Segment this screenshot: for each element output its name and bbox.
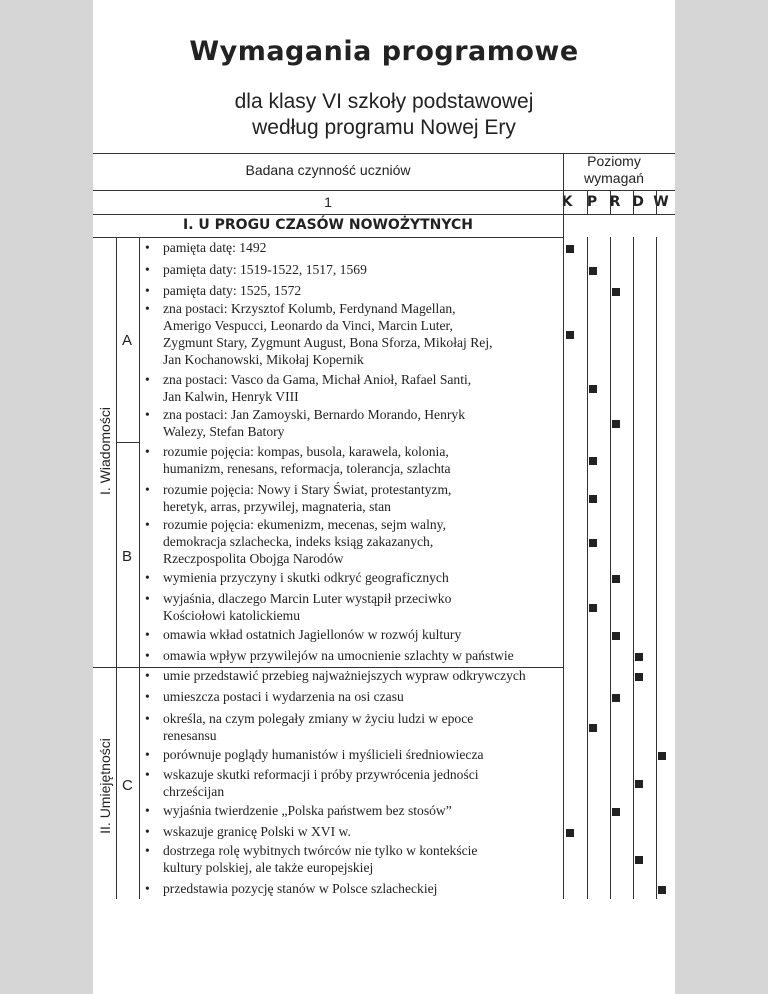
level-marker-R <box>612 420 620 428</box>
level-sep-1 <box>587 190 588 214</box>
level-marker-D <box>635 856 643 864</box>
section-divider <box>93 237 563 238</box>
level-P: P <box>586 194 598 210</box>
number-row-divider <box>93 214 675 215</box>
bullet-icon: • <box>145 517 150 532</box>
requirement-text-line: Jan Kalwin, Henryk VIII <box>163 389 299 404</box>
level-marker-P <box>589 385 597 393</box>
header-levels <box>553 153 675 187</box>
requirement-text-line: rozumie pojęcia: Nowy i Stary Świat, protestantyzm, <box>163 482 452 497</box>
bullet-icon: • <box>145 824 150 839</box>
level-sep-4 <box>656 190 657 214</box>
level-sep-5 <box>587 237 588 899</box>
bullet-icon: • <box>145 444 150 459</box>
bullet-icon: • <box>145 591 150 606</box>
subtitle-line-1: dla klasy VI szkoły podstawowej <box>234 90 534 113</box>
level-marker-D <box>635 780 643 788</box>
requirement-text-line: Walezy, Stefan Batory <box>163 424 285 439</box>
requirement-text-line: Jan Kochanowski, Mikołaj Kopernik <box>163 352 364 367</box>
requirement-text-line: demokracja szlachecka, indeks ksiąg zakazanych, <box>163 534 434 549</box>
bullet-icon: • <box>145 262 150 277</box>
requirement-text <box>163 802 553 819</box>
subgroup-label-c: C <box>122 777 133 794</box>
requirement-text-line: wyjaśnia twierdzenie „Polska państwem bez stosów” <box>163 803 452 818</box>
page-title: Wymagania programowe <box>189 36 579 67</box>
bullet-icon: • <box>145 627 150 642</box>
requirement-text-line: Kościołowi katolickiemu <box>163 608 301 623</box>
level-marker-W <box>658 886 666 894</box>
level-sep-3 <box>633 190 634 214</box>
requirement-text <box>163 823 553 840</box>
requirement-text-line: renesansu <box>163 728 217 743</box>
level-marker-P <box>589 539 597 547</box>
requirement-text-line: rozumie pojęcia: ekumenizm, mecenas, sejm walny, <box>163 517 446 532</box>
bullet-icon: • <box>145 570 150 585</box>
requirement-text-line: zna postaci: Vasco da Gama, Michał Anioł, Rafael Santi, <box>163 372 472 387</box>
requirement-text-line: zna postaci: Jan Zamoyski, Bernardo Morando, Henryk <box>163 407 466 422</box>
bullet-icon: • <box>145 803 150 818</box>
bullet-icon: • <box>145 711 150 726</box>
requirement-text-line: wymienia przyczyny i skutki odkryć geograficznych <box>163 570 449 585</box>
requirement-text-line: Rzeczpospolita Obojga Narodów <box>163 551 344 566</box>
level-sep-2 <box>610 190 611 214</box>
levels-column-border <box>563 153 564 899</box>
bullet-icon: • <box>145 767 150 782</box>
requirement-text <box>163 647 553 664</box>
requirement-text-line: rozumie pojęcia: kompas, busola, karawela, kolonia, <box>163 444 449 459</box>
level-D: D <box>632 194 644 210</box>
requirement-text-line: wskazuje granicę Polski w XVI w. <box>163 824 351 839</box>
requirement-text-line: umie przedstawić przebieg najważniejszych wypraw odkrywczych <box>163 668 526 683</box>
level-marker-R <box>612 288 620 296</box>
requirement-text-line: kultury polskiej, ale także europejskiej <box>163 860 374 875</box>
bullet-icon: • <box>145 482 150 497</box>
requirement-text <box>163 590 553 624</box>
level-marker-D <box>635 673 643 681</box>
level-marker-P <box>589 724 597 732</box>
subcategory-column-border <box>139 237 140 899</box>
requirement-text <box>163 516 553 567</box>
level-marker-P <box>589 495 597 503</box>
subgroup-a-b-divider <box>116 442 139 443</box>
level-marker-D <box>635 653 643 661</box>
requirement-text <box>163 880 553 897</box>
requirement-text <box>163 300 553 368</box>
requirement-text-line: Amerigo Vespucci, Leonardo da Vinci, Marcin Luter, <box>163 318 453 333</box>
subtitle-line-2: według programu Nowej Ery <box>252 116 516 139</box>
level-sep-6 <box>610 237 611 899</box>
bullet-icon: • <box>145 689 150 704</box>
requirement-text <box>163 746 553 763</box>
requirement-text <box>163 406 553 440</box>
requirement-text-line: Zygmunt Stary, Zygmunt August, Bona Sforza, Mikołaj Rej, <box>163 335 493 350</box>
subgroup-label-a: A <box>122 332 133 349</box>
level-W: W <box>653 194 669 210</box>
requirement-text-line: porównuje poglądy humanistów i myślicieli średniowiecza <box>163 747 484 762</box>
level-marker-K <box>566 829 574 837</box>
level-marker-P <box>589 604 597 612</box>
bullet-icon: • <box>145 843 150 858</box>
level-R: R <box>609 194 621 210</box>
requirement-text-line: wyjaśnia, dlaczego Marcin Luter wystąpił przeciwko <box>163 591 452 606</box>
header-levels-line-1: Poziomy <box>587 153 641 169</box>
requirement-text-line: pamięta datę: 1492 <box>163 240 267 255</box>
requirement-text-line: przedstawia pozycję stanów w Polsce szlacheckiej <box>163 881 438 896</box>
level-sep-8 <box>656 237 657 899</box>
requirement-text <box>163 626 553 643</box>
level-marker-K <box>566 245 574 253</box>
level-marker-R <box>612 694 620 702</box>
group-label-knowledge: I. Wiadomości <box>97 407 113 495</box>
group-label-skills: II. Umiejętności <box>97 738 113 834</box>
requirement-text <box>163 261 553 278</box>
bullet-icon: • <box>145 668 150 683</box>
requirement-text <box>163 688 553 705</box>
level-marker-K <box>566 331 574 339</box>
subgroup-label-b: B <box>122 548 133 565</box>
level-marker-R <box>612 575 620 583</box>
header-levels-line-2: wymagań <box>584 170 644 186</box>
requirement-text <box>163 710 553 744</box>
header-activity: Badana czynność uczniów <box>245 162 411 178</box>
level-marker-R <box>612 632 620 640</box>
requirement-text-line: chrześcijan <box>163 784 225 799</box>
requirement-text <box>163 481 553 515</box>
column-number: 1 <box>324 194 332 210</box>
requirement-text <box>163 239 553 256</box>
bullet-icon: • <box>145 283 150 298</box>
section-title: I. U PROGU CZASÓW NOWOŻYTNYCH <box>182 217 474 233</box>
requirement-text <box>163 667 553 684</box>
requirement-text-line: zna postaci: Krzysztof Kolumb, Ferdynand Magellan, <box>163 301 456 316</box>
requirement-text <box>163 282 553 299</box>
level-marker-P <box>589 457 597 465</box>
requirement-text-line: dostrzega rolę wybitnych twórców nie tylko w kontekście <box>163 843 478 858</box>
requirement-text-line: określa, na czym polegały zmiany w życiu ludzi w epoce <box>163 711 474 726</box>
bullet-icon: • <box>145 648 150 663</box>
bullet-icon: • <box>145 240 150 255</box>
level-marker-W <box>658 752 666 760</box>
bullet-icon: • <box>145 301 150 316</box>
category-column-border <box>116 237 117 899</box>
level-K: K <box>561 194 573 210</box>
level-marker-R <box>612 808 620 816</box>
requirement-text-line: heretyk, arras, przywilej, magnateria, stan <box>163 499 391 514</box>
requirement-text <box>163 569 553 586</box>
document-page <box>93 0 675 994</box>
requirement-text <box>163 371 553 405</box>
requirement-text-line: omawia wkład ostatnich Jagiellonów w rozwój kultury <box>163 627 462 642</box>
bullet-icon: • <box>145 881 150 896</box>
requirement-text <box>163 443 553 477</box>
requirement-text <box>163 766 553 800</box>
bullet-icon: • <box>145 407 150 422</box>
requirement-text-line: humanizm, renesans, reformacja, tolerancja, szlachta <box>163 461 451 476</box>
bullet-icon: • <box>145 372 150 387</box>
requirement-text <box>163 842 553 876</box>
level-sep-7 <box>633 237 634 899</box>
requirement-text-line: pamięta daty: 1519-1522, 1517, 1569 <box>163 262 367 277</box>
level-marker-P <box>589 267 597 275</box>
requirement-text-line: pamięta daty: 1525, 1572 <box>163 283 302 298</box>
requirement-text-line: wskazuje skutki reformacji i próby przywrócenia jedności <box>163 767 479 782</box>
requirement-text-line: omawia wpływ przywilejów na umocnienie szlachty w państwie <box>163 648 514 663</box>
requirement-text-line: umieszcza postaci i wydarzenia na osi czasu <box>163 689 404 704</box>
bullet-icon: • <box>145 747 150 762</box>
